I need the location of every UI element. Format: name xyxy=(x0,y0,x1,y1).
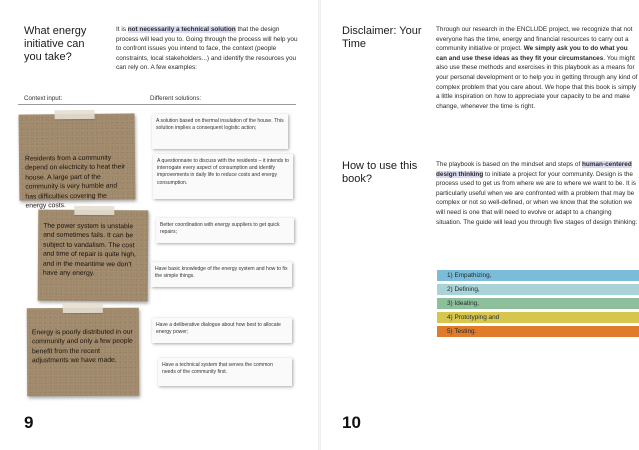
right-page xyxy=(321,0,639,450)
stage-bar-testing xyxy=(437,326,639,337)
stage-bar-defining xyxy=(437,284,639,295)
context-card-1 xyxy=(19,113,136,210)
tape-strip xyxy=(74,206,114,215)
disclaimer-heading: Disclaimer: Your Time xyxy=(342,25,422,50)
stage-label: 4) Prototyping and xyxy=(447,314,500,321)
stage-label: 1) Empathizing, xyxy=(447,272,492,279)
tape-strip xyxy=(63,304,103,313)
stage-bar-prototyping xyxy=(437,312,639,323)
solution-text: Have a deliberative dialogue about how best to allocate energy power; xyxy=(156,322,281,336)
stage-label: 2) Defining, xyxy=(447,286,480,293)
solution-text: A solution based on thermal insulation of the house. This solution implies a consequent logistic action; xyxy=(156,118,284,132)
page-number: 10 xyxy=(342,413,361,432)
howto-heading: How to use this book? xyxy=(342,160,418,185)
howto-highlight: human-centered design thinking xyxy=(436,161,632,178)
intro-paragraph xyxy=(116,25,298,73)
left-page xyxy=(0,0,319,450)
stage-label: 3) Ideating, xyxy=(447,300,479,307)
disclaimer-paragraph xyxy=(436,25,638,111)
context-column-label: Context input: xyxy=(24,95,63,102)
solution-card xyxy=(151,262,292,287)
context-card-2 xyxy=(38,210,149,302)
solution-text: Have a technical system that serves the common needs of the community first. xyxy=(162,362,273,376)
solution-text: Have basic knowledge of the energy system and how to fix the simple things. xyxy=(155,266,288,280)
left-page-heading: What energy initiative can you take? xyxy=(24,25,87,63)
intro-highlight: not necessarily a technical solution xyxy=(127,26,236,33)
stage-label: 5) Testing. xyxy=(447,328,477,335)
solution-text: Better coordination with energy suppliers to get quick repairs; xyxy=(160,222,280,236)
solutions-column-label: Different solutions: xyxy=(150,95,202,102)
column-divider-rule xyxy=(18,104,296,105)
context-card-text: Energy is poorly distributed in our community and only a few people benefit from the recent adjustments we have made. xyxy=(31,328,133,365)
tape-strip xyxy=(55,110,95,119)
solution-text: A questionnaire to discuss with the residents – it intends to interrogate every aspect of consumption and identify improvements in daily life to reduce costs and energy consumption. xyxy=(157,158,289,186)
disclaimer-pre: Through our research in the ENCLUDE project, we recognize that not everyone has the time, energy and financial resources to carry out a community initiative or project. xyxy=(436,26,633,53)
stage-bar-ideating xyxy=(437,298,639,309)
page-number: 9 xyxy=(24,413,34,432)
howto-post: to initiate a project for your community. Design is the process used to get us from where we are to where we want to be. It is particularly useful when we are confronted with a problem that may be complex or not so well-defined, or when we know that the solution we will need is one that will need to evolve or adapt to a changing situation. The guide will lead you through five stages of design thinking: xyxy=(436,170,638,226)
solution-card xyxy=(156,218,294,243)
disclaimer-bold: We simply ask you to do what you can and use these ideas as they fit your circumstances xyxy=(436,45,628,62)
context-card-text: Residents from a community depend on electricity to heat their house. A large part of the community is very humble and has difficulties covering the energy costs. xyxy=(24,154,126,210)
context-card-3 xyxy=(27,308,139,397)
stage-bar-empathizing xyxy=(437,270,639,281)
intro-post: that the design process will lead you to. Going through the process will help you to confront issues you intend to face, the context (people constraints, local stakeholders...) and identify the resources you can rely on. A few examples: xyxy=(116,26,298,72)
howto-paragraph xyxy=(436,160,638,227)
disclaimer-post: . You might also use these methods and exercises in this playbook as a means for your personal development or to help you in getting through any kind of complex problem that you care about. We hope that this book is simply a little inspiration on how to appreciate your capacity to be and make change, whenever the time is right. xyxy=(436,54,638,110)
solution-card xyxy=(158,358,292,386)
howto-pre: The playbook is based on the mindset and steps of xyxy=(436,161,583,168)
solution-card xyxy=(152,318,292,343)
solution-card xyxy=(153,154,293,199)
solution-card xyxy=(152,114,288,149)
context-card-text: The power system is unstable and sometimes fails. It can be subject to vandalism. The cost and time of repair is quite high, and in the meantime we don't have any energy. xyxy=(42,222,136,278)
intro-pre: It is xyxy=(116,26,128,33)
